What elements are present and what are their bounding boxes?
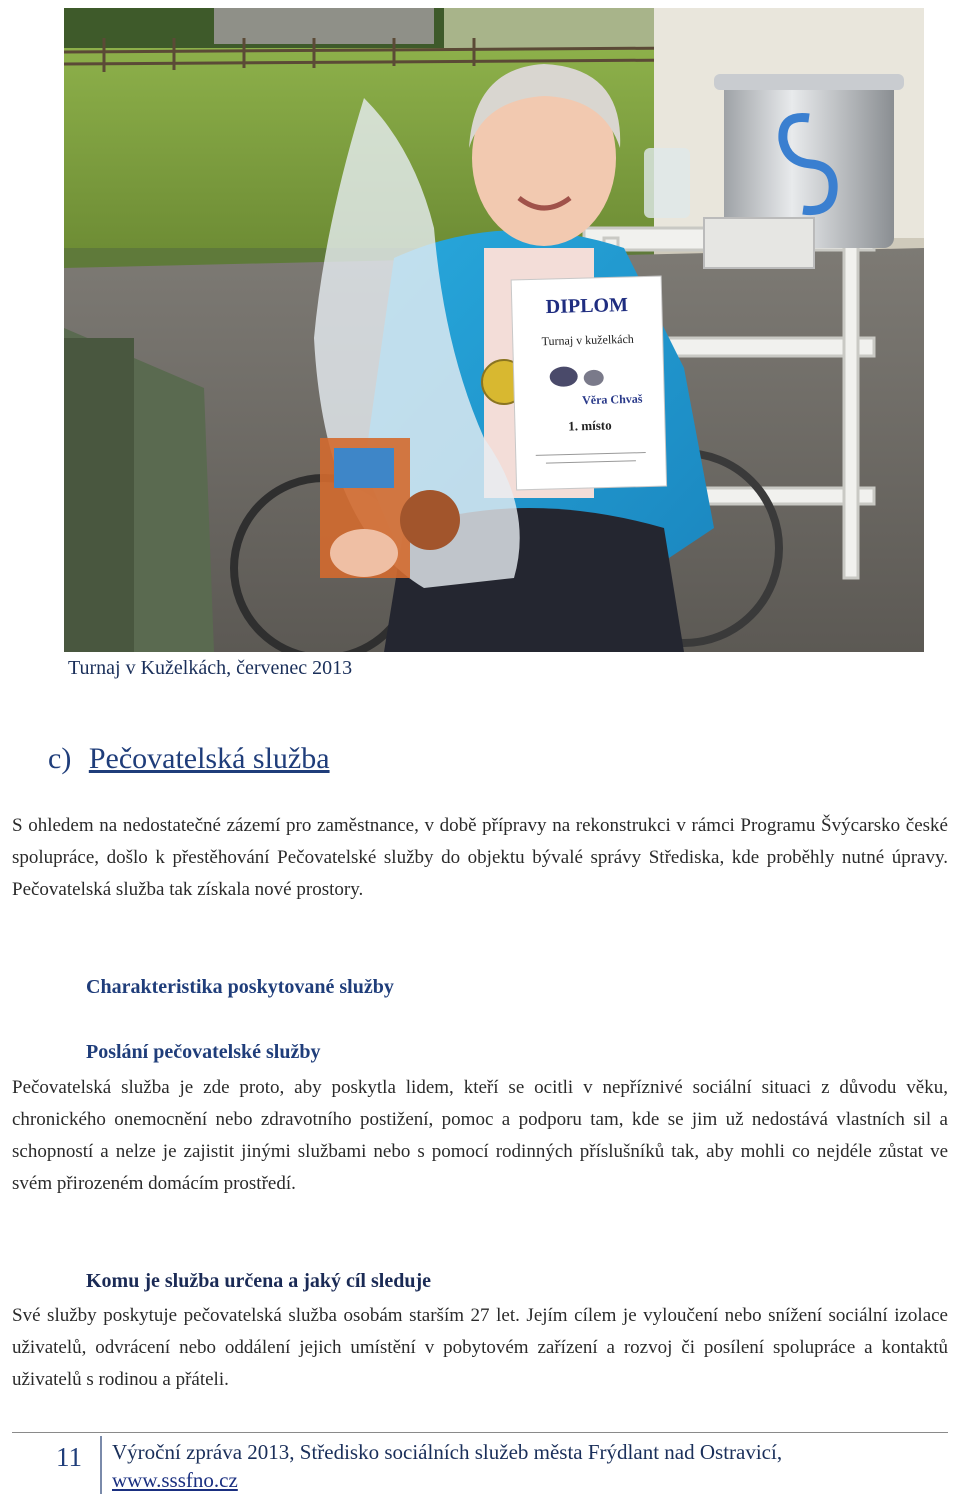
mission-paragraph: Pečovatelská služba je zde proto, aby poskytla lidem, kteří se ocitli v nepříznivé sociální situaci z důvodu věku, chronického onemocnění nebo zdravotního postižení, pomoc a podporu tam, kde se jim už nedostává vlastních sil a schopností a nelze je zajistit jinými službami nebo s pomocí rodinných příslušníků tak, aby mohli co nejdéle zůstat ve svém přirozeném domácím prostředí. bbox=[12, 1077, 948, 1194]
footer-url[interactable]: www.sssfno.cz bbox=[112, 1468, 238, 1492]
intro-paragraph: S ohledem na nedostatečné zázemí pro zaměstnance, v době přípravy na rekonstrukci v rámci Programu Švýcarsko české spolupráce, došlo k přestěhování Pečovatelské služby do objektu bývalé správy Střediska, kde proběhly nutné úpravy. Pečovatelská služba tak získala nové prostory. bbox=[12, 815, 948, 900]
characteristics-heading: Charakteristika poskytované služby bbox=[86, 976, 394, 998]
diploma-name: Věra Chvaš bbox=[581, 391, 643, 408]
photo-illustration bbox=[64, 8, 924, 652]
target-heading: Komu je služba určena a jaký cíl sleduje bbox=[86, 1270, 431, 1292]
target-paragraph: Své služby poskytuje pečovatelská služba osobám starším 27 let. Jejím cílem je vyloučení nebo snížení sociální izolace uživatelů, odvrácení nebo oddálení jejich umístění v pobytovém zařízení a rozvoj či posílení spolupráce a kontaktů uživatelů s rodinou a přáteli. bbox=[12, 1305, 948, 1390]
page-number: 11 bbox=[56, 1442, 82, 1472]
section-title: Pečovatelská služba bbox=[88, 742, 330, 775]
mission-heading: Poslání pečovatelské služby bbox=[86, 1041, 321, 1063]
section-heading bbox=[48, 742, 330, 776]
photo bbox=[64, 8, 924, 652]
footer-title: Výroční zpráva 2013, Středisko sociálních služeb města Frýdlant nad Ostravicí, bbox=[112, 1440, 783, 1464]
diploma-place: 1. místo bbox=[568, 417, 612, 434]
diploma-title: DIPLOM bbox=[545, 293, 629, 319]
photo-caption: Turnaj v Kuželkách, červenec 2013 bbox=[68, 657, 353, 679]
section-number: c) bbox=[48, 742, 72, 775]
footer bbox=[112, 1438, 782, 1494]
footer-rule bbox=[12, 1432, 948, 1433]
footer-divider bbox=[100, 1436, 102, 1494]
diploma-subtitle: Turnaj v kuželkách bbox=[541, 331, 635, 349]
